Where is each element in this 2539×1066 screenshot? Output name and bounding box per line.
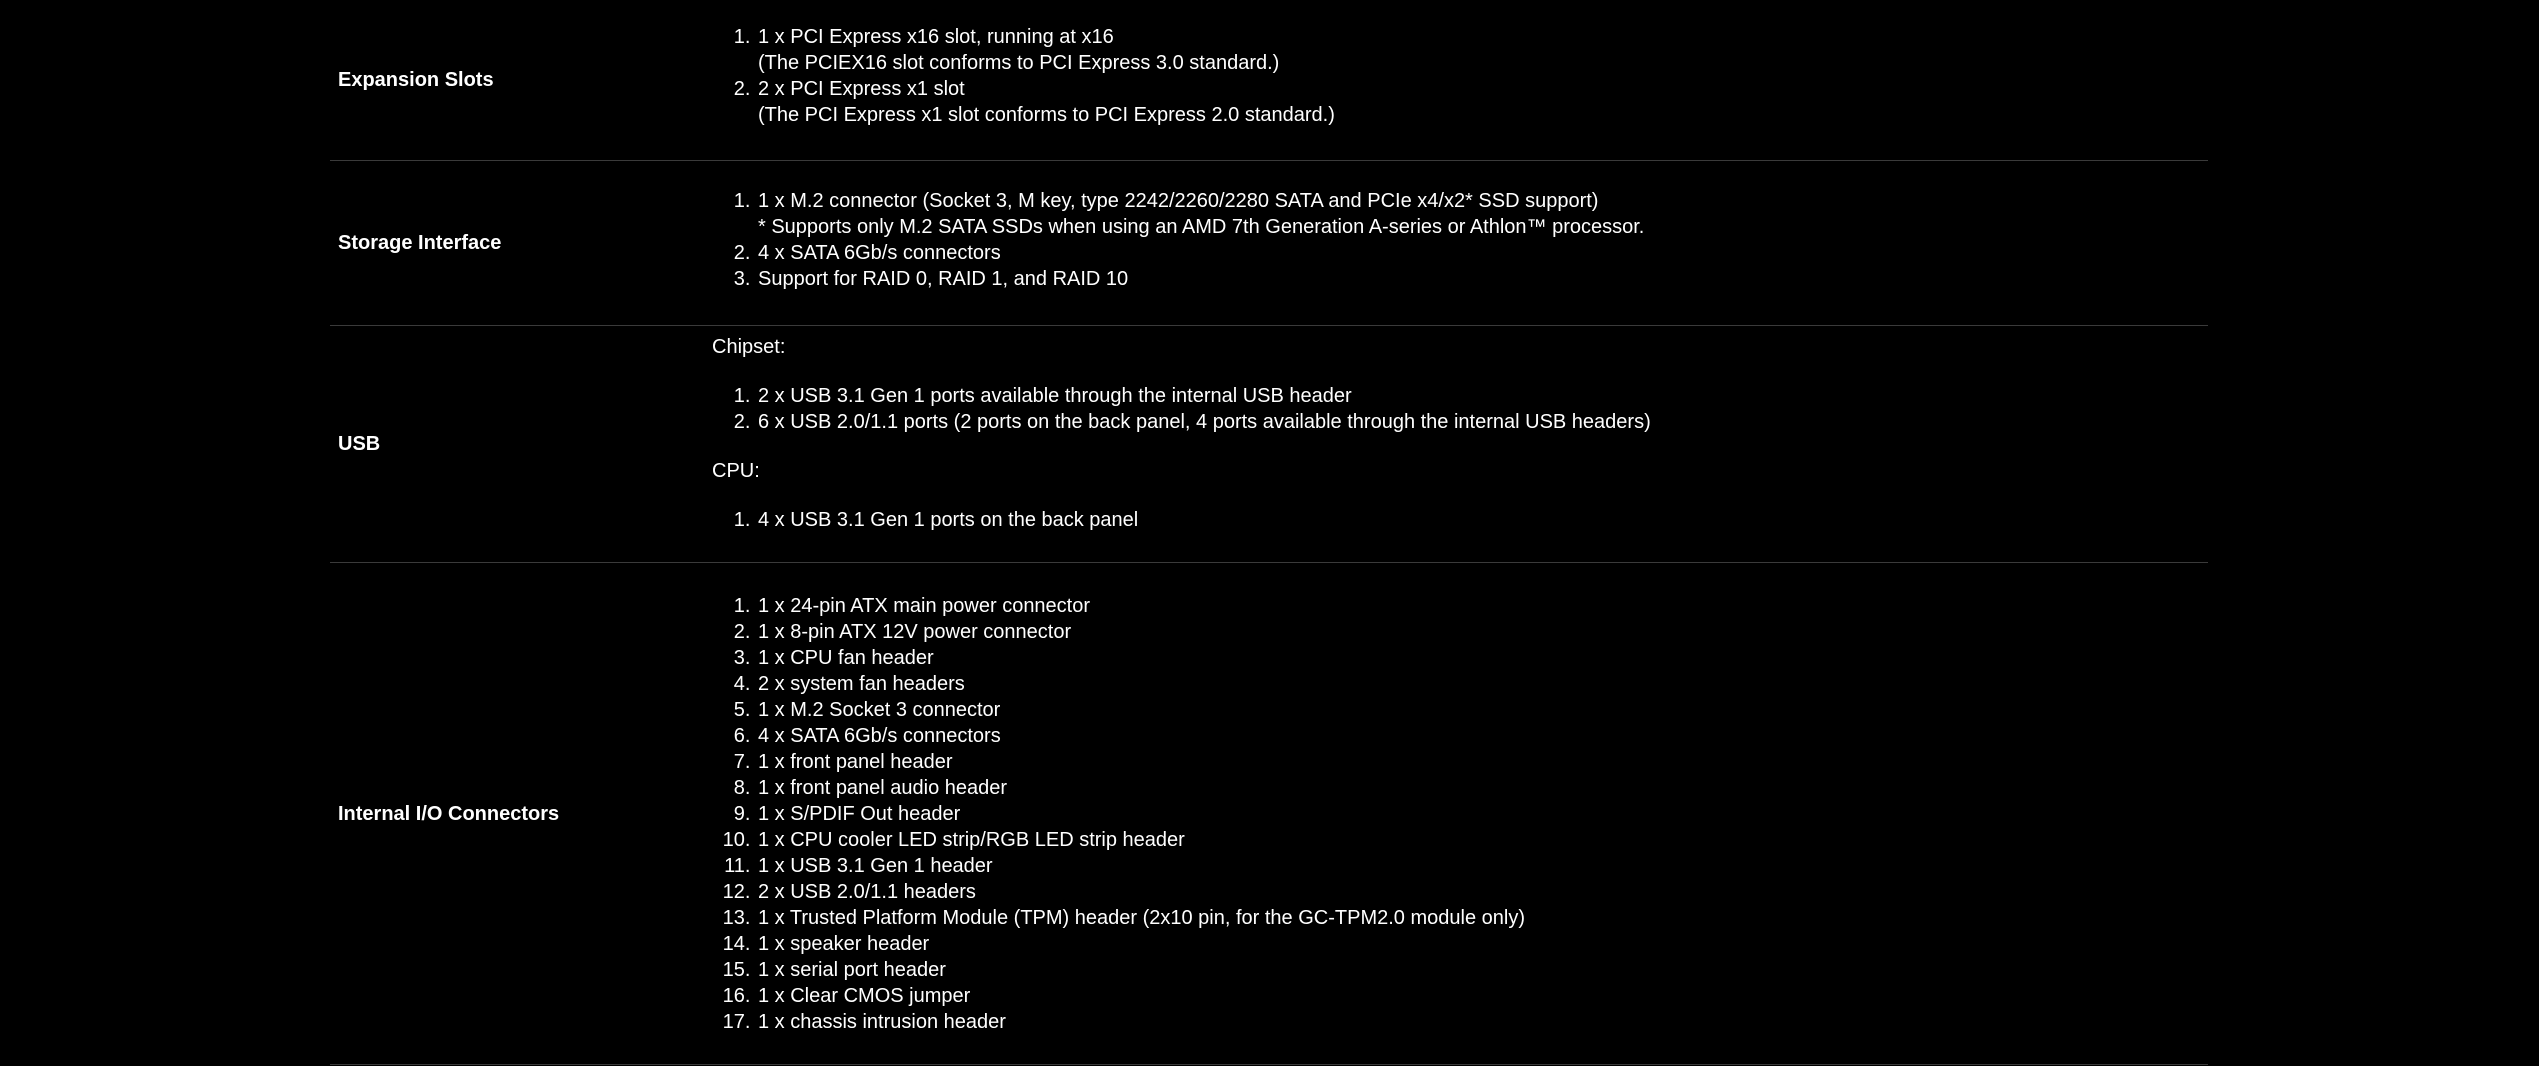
list-item: 15. 1 x serial port header [756, 957, 2208, 983]
spec-row-internal-io-connectors [330, 563, 2208, 1065]
spec-table [330, 0, 2208, 1065]
list-item-text: 2 x PCI Express x1 slot [758, 78, 965, 100]
list-item: 17. 1 x chassis intrusion header [756, 1009, 2208, 1035]
usb-cpu-title: CPU: [712, 460, 760, 482]
list-item: 14. 1 x speaker header [756, 931, 2208, 957]
list-item-text: 1 x M.2 connector (Socket 3, M key, type 2242/2260/2280 SATA and PCIe x4/x2* SSD support) [758, 190, 1599, 212]
list-item: 3. 1 x CPU fan header [756, 645, 2208, 671]
spec-row-expansion-slots [330, 0, 2208, 161]
spec-row-usb [330, 326, 2208, 563]
list-item: 2. 4 x SATA 6Gb/s connectors [756, 240, 2208, 266]
list-item [756, 188, 2208, 240]
storage-interface-list [712, 188, 2208, 292]
list-item: 2. 6 x USB 2.0/1.1 ports (2 ports on the back panel, 4 ports available through the internal USB headers) [756, 409, 2208, 435]
list-item-note: * Supports only M.2 SATA SSDs when using an AMD 7th Generation A-series or Athlon™ processor. [758, 216, 1645, 238]
spec-value [712, 326, 2208, 562]
list-item: 9. 1 x S/PDIF Out header [756, 801, 2208, 827]
list-item: 8. 1 x front panel audio header [756, 775, 2208, 801]
list-item: 13. 1 x Trusted Platform Module (TPM) header (2x10 pin, for the GC-TPM2.0 module only) [756, 905, 2208, 931]
list-item: 6. 4 x SATA 6Gb/s connectors [756, 723, 2208, 749]
list-item: 2. 1 x 8-pin ATX 12V power connector [756, 619, 2208, 645]
usb-cpu-list [712, 507, 2208, 533]
list-item-note: (The PCI Express x1 slot conforms to PCI Express 2.0 standard.) [758, 104, 1335, 126]
spec-label: Expansion Slots [338, 69, 494, 91]
list-item: 1. 2 x USB 3.1 Gen 1 ports available through the internal USB header [756, 383, 2208, 409]
spec-label: Storage Interface [338, 232, 502, 254]
usb-chipset-title: Chipset: [712, 336, 786, 358]
list-item: 12. 2 x USB 2.0/1.1 headers [756, 879, 2208, 905]
list-item: 1. 1 x 24-pin ATX main power connector [756, 593, 2208, 619]
list-item: 1. 4 x USB 3.1 Gen 1 ports on the back panel [756, 507, 2208, 533]
spec-value [712, 161, 2208, 325]
spec-label: Internal I/O Connectors [338, 802, 560, 825]
list-item-text: 1 x PCI Express x16 slot, running at x16 [758, 26, 1114, 48]
spec-label: USB [338, 433, 381, 455]
internal-io-list [712, 593, 2208, 1035]
list-item-note: (The PCIEX16 slot conforms to PCI Express 3.0 standard.) [758, 52, 1280, 74]
list-item: 3. Support for RAID 0, RAID 1, and RAID 10 [756, 266, 2208, 292]
usb-chipset-list [712, 383, 2208, 435]
list-item: 5. 1 x M.2 Socket 3 connector [756, 697, 2208, 723]
spec-value [712, 0, 2208, 160]
list-item: 7. 1 x front panel header [756, 749, 2208, 775]
list-item [756, 24, 2208, 76]
spec-value [712, 563, 2208, 1064]
list-item [756, 76, 2208, 128]
list-item: 4. 2 x system fan headers [756, 671, 2208, 697]
list-item: 11. 1 x USB 3.1 Gen 1 header [756, 853, 2208, 879]
expansion-slots-list [712, 24, 2208, 128]
list-item: 10. 1 x CPU cooler LED strip/RGB LED strip header [756, 827, 2208, 853]
list-item: 16. 1 x Clear CMOS jumper [756, 983, 2208, 1009]
spec-row-storage-interface [330, 161, 2208, 326]
